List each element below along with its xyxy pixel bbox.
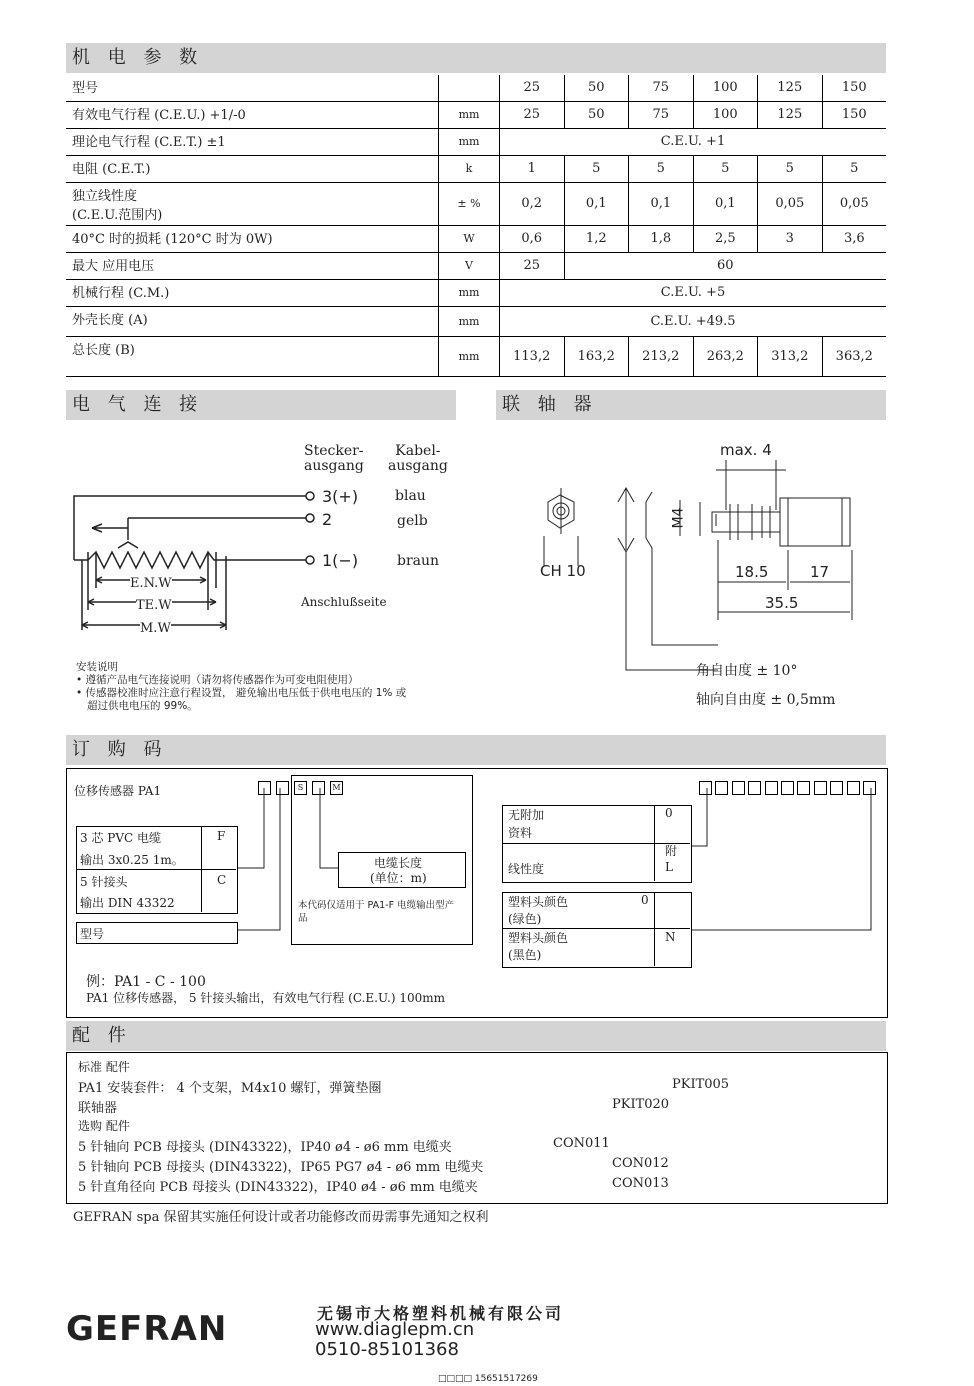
param-unit: mm — [439, 128, 500, 155]
opt2-line2: 输出 DIN 43322 — [80, 896, 175, 910]
r4-line1: 塑料头颜色 — [508, 931, 569, 945]
opt1-code: F — [217, 829, 226, 843]
param-value: 25 — [500, 75, 565, 101]
r3-line1: 塑料头颜色 — [508, 895, 569, 909]
company-phone: 0510-85101368 — [315, 1339, 459, 1360]
r3-line2: (绿色) — [508, 912, 542, 926]
param-value: 5 — [693, 155, 758, 182]
order-code-m: M — [330, 781, 343, 795]
param-value: 0,05 — [822, 182, 886, 225]
r4-code: N — [665, 930, 676, 944]
param-label-text: 外壳长度 (A) — [72, 312, 148, 328]
ausgang-label: ausgang — [304, 458, 364, 474]
order-code-s: S — [294, 781, 307, 795]
r1-line1: 无附加 — [508, 808, 545, 822]
order-code-box — [830, 781, 843, 795]
param-label — [66, 225, 439, 252]
r1-line2: 资料 — [508, 826, 533, 840]
param-value: 100 — [693, 75, 758, 101]
cable-length-label: 电缆长度 — [374, 856, 423, 870]
order-code-box — [748, 781, 761, 795]
param-value: 0,1 — [564, 182, 629, 225]
company-web: www.diaglepm.cn — [315, 1319, 475, 1340]
note-2: • 传感器校准时应注意行程设置， 避免输出电压低于供电电压的 1% 或 — [76, 687, 407, 699]
param-value-span: C.E.U. +5 — [500, 279, 887, 306]
acc-line-3: 5 针轴向 PCB 母接头 (DIN43322)，IP40 ø4 - ø6 mm 电缆夹 — [78, 1140, 452, 1155]
param-unit: mm — [439, 336, 500, 376]
label-tew: TE.W — [136, 598, 172, 613]
param-value: 3 — [758, 225, 823, 252]
param-label — [66, 155, 439, 182]
r1-code: 0 — [665, 806, 673, 820]
param-label-text: 总长度 (B) — [72, 342, 135, 358]
param-value: 150 — [822, 101, 886, 128]
col-header-stecker — [304, 444, 364, 474]
kabel-label: Kabel- — [395, 443, 441, 459]
opt1-line1: 3 芯 PVC 电缆 — [80, 831, 162, 845]
param-unit: mm — [439, 279, 500, 306]
param-row — [66, 101, 886, 128]
param-row — [66, 252, 886, 279]
param-value-span: C.E.U. +1 — [500, 128, 887, 155]
param-value: 50 — [564, 101, 629, 128]
param-value: 5 — [822, 155, 886, 182]
acc-code-3: CON011 — [553, 1136, 610, 1151]
param-row — [66, 155, 886, 182]
param-unit: mm — [439, 306, 500, 336]
param-value: 1,2 — [564, 225, 629, 252]
param-value: 113,2 — [500, 336, 565, 376]
order-code-box — [765, 781, 778, 795]
r2-code-a: 附 — [665, 844, 678, 858]
params-table — [66, 75, 886, 377]
param-value: 3,6 — [822, 225, 886, 252]
note-1: • 遵循产品电气连接说明（请勿将传感器作为可变电阻使用） — [76, 674, 359, 686]
param-label-text: 理论电气行程 (C.E.T.) ±1 — [72, 134, 226, 150]
param-value: 50 — [564, 75, 629, 101]
axial-freedom: 轴向自由度 ± 0,5mm — [696, 692, 836, 708]
order-title: 位移传感器 PA1 — [74, 784, 162, 798]
r3-code: 0 — [641, 893, 649, 907]
param-value: 2,5 — [693, 225, 758, 252]
coupling-drawing — [530, 440, 870, 680]
dim-17: 17 — [810, 563, 830, 581]
opt2-code: C — [217, 873, 227, 887]
param-label — [66, 252, 439, 279]
acc-opt-title: 选购 配件 — [78, 1119, 130, 1133]
pin-1: 1(−) — [322, 551, 359, 570]
dim-m4: M4 — [670, 507, 687, 529]
pin-2: 2 — [322, 510, 333, 529]
cable-note: 本代码仅适用于 PA1-F 电缆输出型产品 — [298, 900, 455, 924]
cable-length-unit: (单位：m) — [370, 871, 427, 885]
param-value: 150 — [822, 75, 886, 101]
acc-code-1: PKIT005 — [672, 1077, 730, 1092]
param-label-text: 独立线性度 — [72, 188, 138, 204]
param-value: 0,1 — [693, 182, 758, 225]
param-value: 25 — [500, 252, 565, 279]
dim-max4: max. 4 — [720, 441, 772, 459]
param-value: 213,2 — [629, 336, 694, 376]
param-value: 125 — [758, 101, 823, 128]
param-label — [66, 306, 439, 336]
param-value: 0,2 — [500, 182, 565, 225]
order-code-box — [699, 781, 712, 795]
anschluss-label: Anschlußseite — [301, 595, 387, 609]
section-header-coupling: 联 轴 器 — [496, 390, 886, 420]
param-row — [66, 336, 886, 376]
param-label-text: 40°C 时的损耗 (120°C 时为 0W) — [72, 231, 273, 247]
r2-code-b: L — [665, 860, 673, 874]
param-label-text: 电阻 (C.E.T.) — [72, 161, 151, 177]
param-label-text: 有效电气行程 (C.E.U.) +1/-0 — [72, 107, 246, 123]
param-value: 100 — [693, 101, 758, 128]
gefran-logo: GEFRAN — [66, 1309, 228, 1349]
ausgang-label-2: ausgang — [388, 458, 448, 474]
param-label — [66, 101, 439, 128]
r2-line1: 线性度 — [508, 862, 545, 876]
param-unit: k — [439, 155, 500, 182]
order-code-box — [715, 781, 728, 795]
param-value: 75 — [629, 75, 694, 101]
order-code-box — [732, 781, 745, 795]
param-label — [66, 182, 439, 225]
tiny-contact: □□□□ 15651517269 — [438, 1374, 538, 1384]
section-header-order: 订 购 码 — [66, 735, 886, 765]
param-label — [66, 336, 439, 376]
param-unit: V — [439, 252, 500, 279]
wire-blau: blau — [395, 488, 426, 504]
order-code-box — [847, 781, 860, 795]
param-value: 313,2 — [758, 336, 823, 376]
acc-line-4: 5 针轴向 PCB 母接头 (DIN43322)，IP65 PG7 ø4 - ø6 mm 电缆夹 — [78, 1160, 484, 1175]
opt1-line2: 输出 3x0.25 1m。 — [80, 853, 184, 867]
dim-35-5: 35.5 — [765, 594, 799, 612]
param-unit: ± % — [439, 182, 500, 225]
param-value: 263,2 — [693, 336, 758, 376]
param-value: 125 — [758, 75, 823, 101]
acc-line-1: PA1 安装套件： 4 个支架，M4x10 螺钉，弹簧垫圈 — [78, 1081, 382, 1096]
param-label — [66, 279, 439, 306]
order-code-box — [781, 781, 794, 795]
opt2-line1: 5 针接头 — [80, 875, 128, 889]
param-value: 163,2 — [564, 336, 629, 376]
company-name: 无锡市大格塑料机械有限公司 — [317, 1304, 565, 1323]
param-row — [66, 75, 886, 101]
param-value: 0,1 — [629, 182, 694, 225]
param-label-sub: (C.E.U.范围内) — [72, 207, 163, 223]
note-title: 安装说明 — [76, 661, 118, 673]
acc-code-5: CON013 — [612, 1176, 669, 1191]
label-mw: M.W — [140, 621, 171, 636]
label-enw: E.N.W — [130, 576, 172, 591]
param-value-span: C.E.U. +49.5 — [500, 306, 887, 336]
example-code: 例：PA1 - C - 100 — [86, 974, 206, 990]
coupling-body — [780, 498, 850, 546]
param-unit: W — [439, 225, 500, 252]
acc-line-2: 联轴器 — [78, 1101, 118, 1116]
param-value: 5 — [564, 155, 629, 182]
param-value: 0,6 — [500, 225, 565, 252]
acc-std-title: 标准 配件 — [78, 1060, 130, 1074]
disclaimer: GEFRAN spa 保留其实施任何设计或者功能修改而毋需事先通知之权利 — [73, 1210, 489, 1225]
section-header-accessories: 配 件 — [66, 1021, 886, 1051]
note-3: 超过供电电压的 99%。 — [87, 700, 198, 712]
param-unit: mm — [439, 101, 500, 128]
wiring-diagram — [66, 480, 316, 640]
order-code-box — [863, 781, 876, 795]
param-unit — [439, 75, 500, 101]
param-row — [66, 306, 886, 336]
example-desc: PA1 位移传感器， 5 针接头输出，有效电气行程 (C.E.U.) 100mm — [86, 991, 445, 1005]
dim-ch10: CH 10 — [540, 562, 586, 580]
install-notes — [76, 661, 406, 713]
col-header-kabel — [388, 444, 448, 474]
pin-3: 3(+) — [322, 487, 359, 506]
param-value: 25 — [500, 101, 565, 128]
param-label — [66, 75, 439, 101]
param-value: 75 — [629, 101, 694, 128]
acc-line-5: 5 针直角径向 PCB 母接头 (DIN43322)，IP40 ø4 - ø6 mm 电缆夹 — [78, 1180, 478, 1195]
resistor-icon — [88, 552, 221, 568]
param-row — [66, 182, 886, 225]
param-value-span: 60 — [564, 252, 886, 279]
acc-code-2: PKIT020 — [612, 1097, 670, 1112]
param-row — [66, 279, 886, 306]
param-value: 363,2 — [822, 336, 886, 376]
section-header-electrical: 电 气 连 接 — [66, 390, 456, 420]
param-value: 1,8 — [629, 225, 694, 252]
order-code-box — [814, 781, 827, 795]
angle-freedom: 角自由度 ± 10° — [696, 663, 798, 679]
param-row — [66, 128, 886, 155]
wire-braun: braun — [397, 553, 440, 569]
param-row — [66, 225, 886, 252]
param-label-text: 最大 应用电压 — [72, 258, 155, 274]
param-value: 5 — [629, 155, 694, 182]
model-label: 型号 — [80, 927, 105, 941]
stecker-label: Stecker- — [304, 443, 364, 459]
param-value: 0,05 — [758, 182, 823, 225]
order-code-box — [797, 781, 810, 795]
wire-gelb: gelb — [397, 513, 428, 529]
param-value: 5 — [758, 155, 823, 182]
r4-line2: (黑色) — [508, 948, 542, 962]
param-label-text: 机械行程 (C.M.) — [72, 285, 170, 301]
section-header-mech: 机 电 参 数 — [66, 43, 886, 73]
param-value: 1 — [500, 155, 565, 182]
acc-code-4: CON012 — [612, 1156, 669, 1171]
param-label — [66, 128, 439, 155]
dim-18-5: 18.5 — [735, 563, 769, 581]
param-label-text: 型号 — [72, 81, 99, 96]
